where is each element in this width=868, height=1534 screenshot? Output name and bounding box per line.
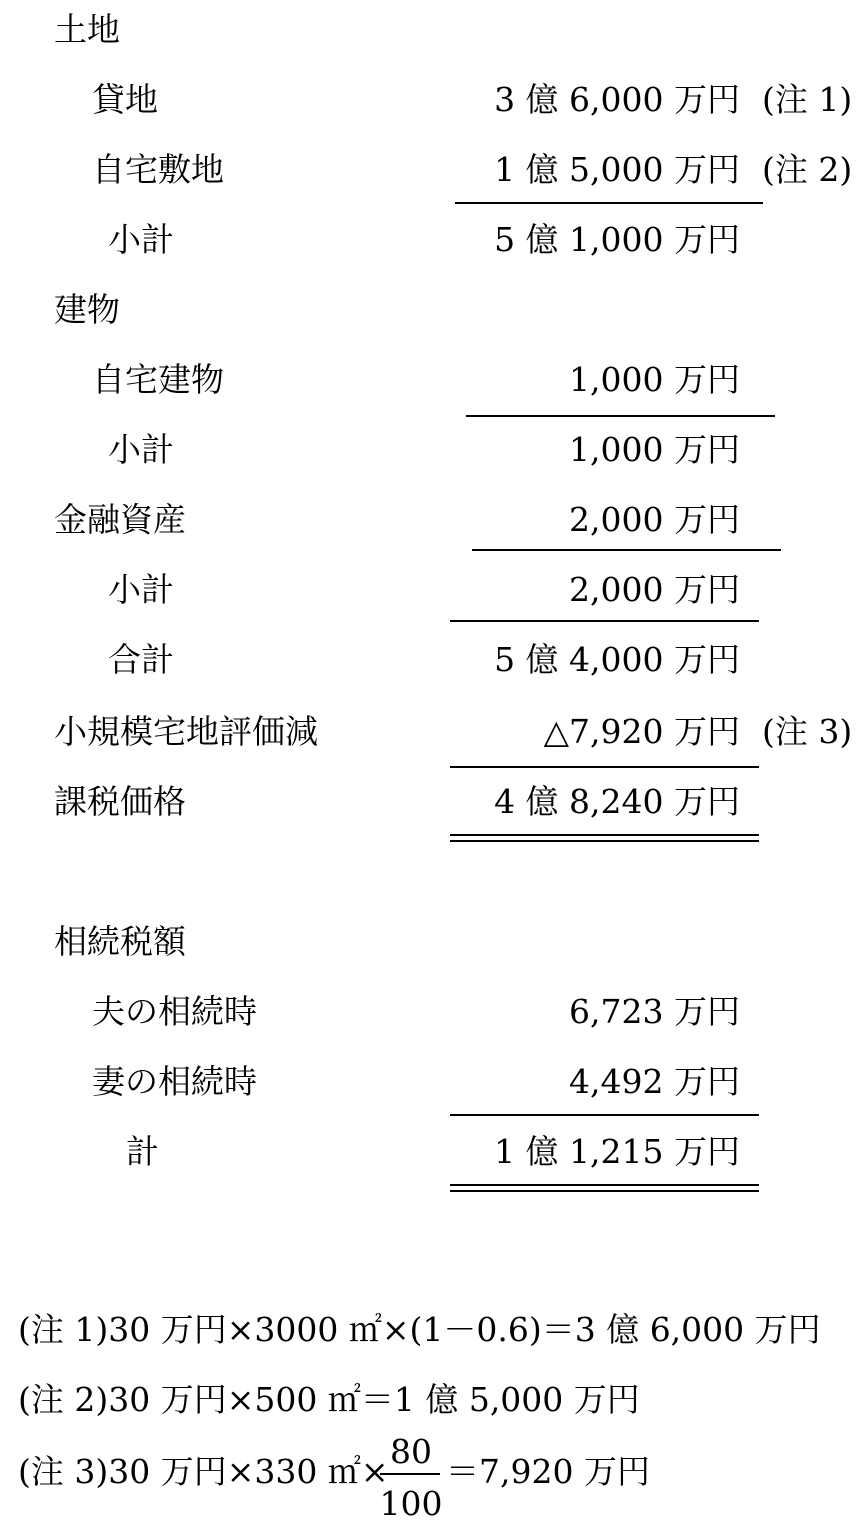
reduction-note: (注 3): [762, 712, 853, 751]
total-amount: 5 億 4,000 万円: [494, 640, 740, 679]
land-heading: 土地: [54, 10, 120, 49]
reduction-amount: △7,920 万円: [543, 712, 740, 751]
fraction-numerator: 80: [390, 1432, 432, 1471]
fraction-bar: [380, 1473, 440, 1475]
land-subtotal-amount: 5 億 1,000 万円: [494, 220, 740, 259]
financial-amount: 2,000 万円: [569, 500, 740, 539]
row-label-home-building: 自宅建物: [92, 360, 224, 399]
underline-subtotals: [450, 620, 759, 622]
building-heading: 建物: [54, 290, 120, 329]
note-3-prefix: (注 3)30 万円×330 ㎡×: [18, 1452, 389, 1491]
land-subtotal-label: 小計: [108, 220, 174, 259]
taxable-label: 課税価格: [54, 782, 186, 821]
row-amount-home-site: 1 億 5,000 万円: [494, 150, 740, 189]
row-amount-home-building: 1,000 万円: [569, 360, 740, 399]
note-3-suffix: ＝7,920 万円: [446, 1452, 650, 1491]
tax-total-amount: 1 億 1,215 万円: [494, 1132, 740, 1171]
note-2: (注 2)30 万円×500 ㎡＝1 億 5,000 万円: [18, 1380, 640, 1419]
financial-heading: 金融資産: [54, 500, 186, 539]
taxable-amount: 4 億 8,240 万円: [494, 782, 740, 821]
financial-subtotal-label: 小計: [108, 570, 174, 609]
row-note-home-site: (注 2): [762, 150, 853, 189]
reduction-label: 小規模宅地評価減: [54, 712, 318, 751]
tax-heading: 相続税額: [54, 922, 186, 961]
building-subtotal-amount: 1,000 万円: [569, 430, 740, 469]
underline-tax: [450, 1114, 759, 1116]
row-amount-lent-land: 3 億 6,000 万円: [494, 80, 740, 119]
tax-total-label: 計: [126, 1132, 159, 1171]
row-label-lent-land: 貸地: [92, 80, 158, 119]
underline-reduction: [450, 766, 759, 768]
note-1: (注 1)30 万円×3000 ㎡×(1－0.6)＝3 億 6,000 万円: [18, 1310, 821, 1349]
building-subtotal-label: 小計: [108, 430, 174, 469]
financial-subtotal-amount: 2,000 万円: [569, 570, 740, 609]
underline-building: [466, 415, 775, 417]
row-label-wife: 妻の相続時: [92, 1062, 257, 1101]
double-underline-taxable: [450, 834, 759, 842]
row-amount-husband: 6,723 万円: [569, 992, 740, 1031]
row-note-lent-land: (注 1): [762, 80, 853, 119]
row-amount-wife: 4,492 万円: [569, 1062, 740, 1101]
double-underline-tax: [450, 1184, 759, 1192]
row-label-husband: 夫の相続時: [92, 992, 257, 1031]
row-label-home-site: 自宅敷地: [92, 150, 224, 189]
fraction-denominator: 100: [379, 1484, 443, 1523]
total-label: 合計: [108, 640, 174, 679]
underline-land: [455, 202, 763, 204]
underline-financial: [472, 549, 781, 551]
